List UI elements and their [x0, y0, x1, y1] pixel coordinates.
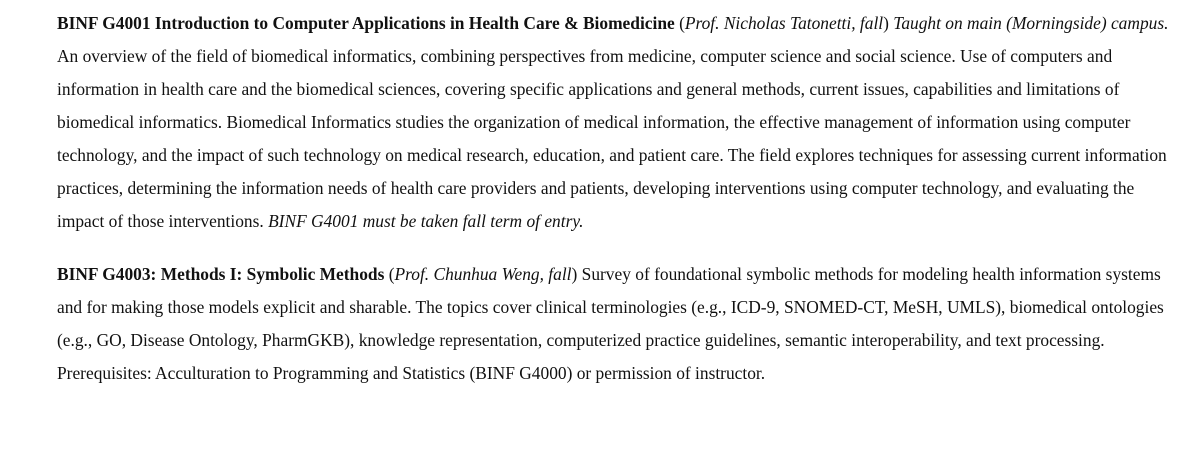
campus-note: Taught on main (Morningside) campus.	[888, 13, 1169, 33]
course-description: Survey of foundational symbolic methods for modeling health information systems and for making those models explicit and sharable. The topics cover clinical terminologies (e.g., ICD-9, SNOMED-CT, MeSH, UMLS), biomedical ontologies (e.g., GO, Disease Ontology, PharmGKB), knowledge representation, computerized practice guidelines, semantic interoperability, and text processing. Prerequisites: Acculturation to Programming and Statistics (BINF G4000) or permission of instructor.	[57, 264, 1164, 383]
close-paren: )	[883, 13, 889, 33]
course-title: BINF G4003: Methods I: Symbolic Methods	[57, 264, 385, 284]
open-paren: (	[674, 13, 685, 33]
close-paren: )	[571, 264, 578, 284]
course-entry-binf-g4003	[57, 258, 1182, 390]
course-listing	[57, 7, 1182, 390]
course-description: An overview of the field of biomedical informatics, combining perspectives from medicine, computer science and social science. Use of computers and information in health care and the biomedical sciences, covering specific applications and general methods, current issues, capabilities and limitations of biomedical informatics. Biomedical Informatics studies the organization of medical information, the effective management of information using computer technology, and the impact of such technology on medical research, education, and patient care. The field explores techniques for assessing current information practices, determining the information needs of health care providers and patients, developing interventions using computer technology, and evaluating the impact of those interventions.	[57, 46, 1167, 231]
course-instructor: Prof. Nicholas Tatonetti, fall	[684, 13, 884, 33]
open-paren: (	[384, 264, 395, 284]
requirement-note: BINF G4001 must be taken fall term of entry.	[268, 211, 584, 231]
course-title: BINF G4001 Introduction to Computer Applications in Health Care & Biomedicine	[57, 13, 675, 33]
course-instructor: Prof. Chunhua Weng, fall	[394, 264, 572, 284]
course-entry-binf-g4001	[57, 7, 1182, 238]
